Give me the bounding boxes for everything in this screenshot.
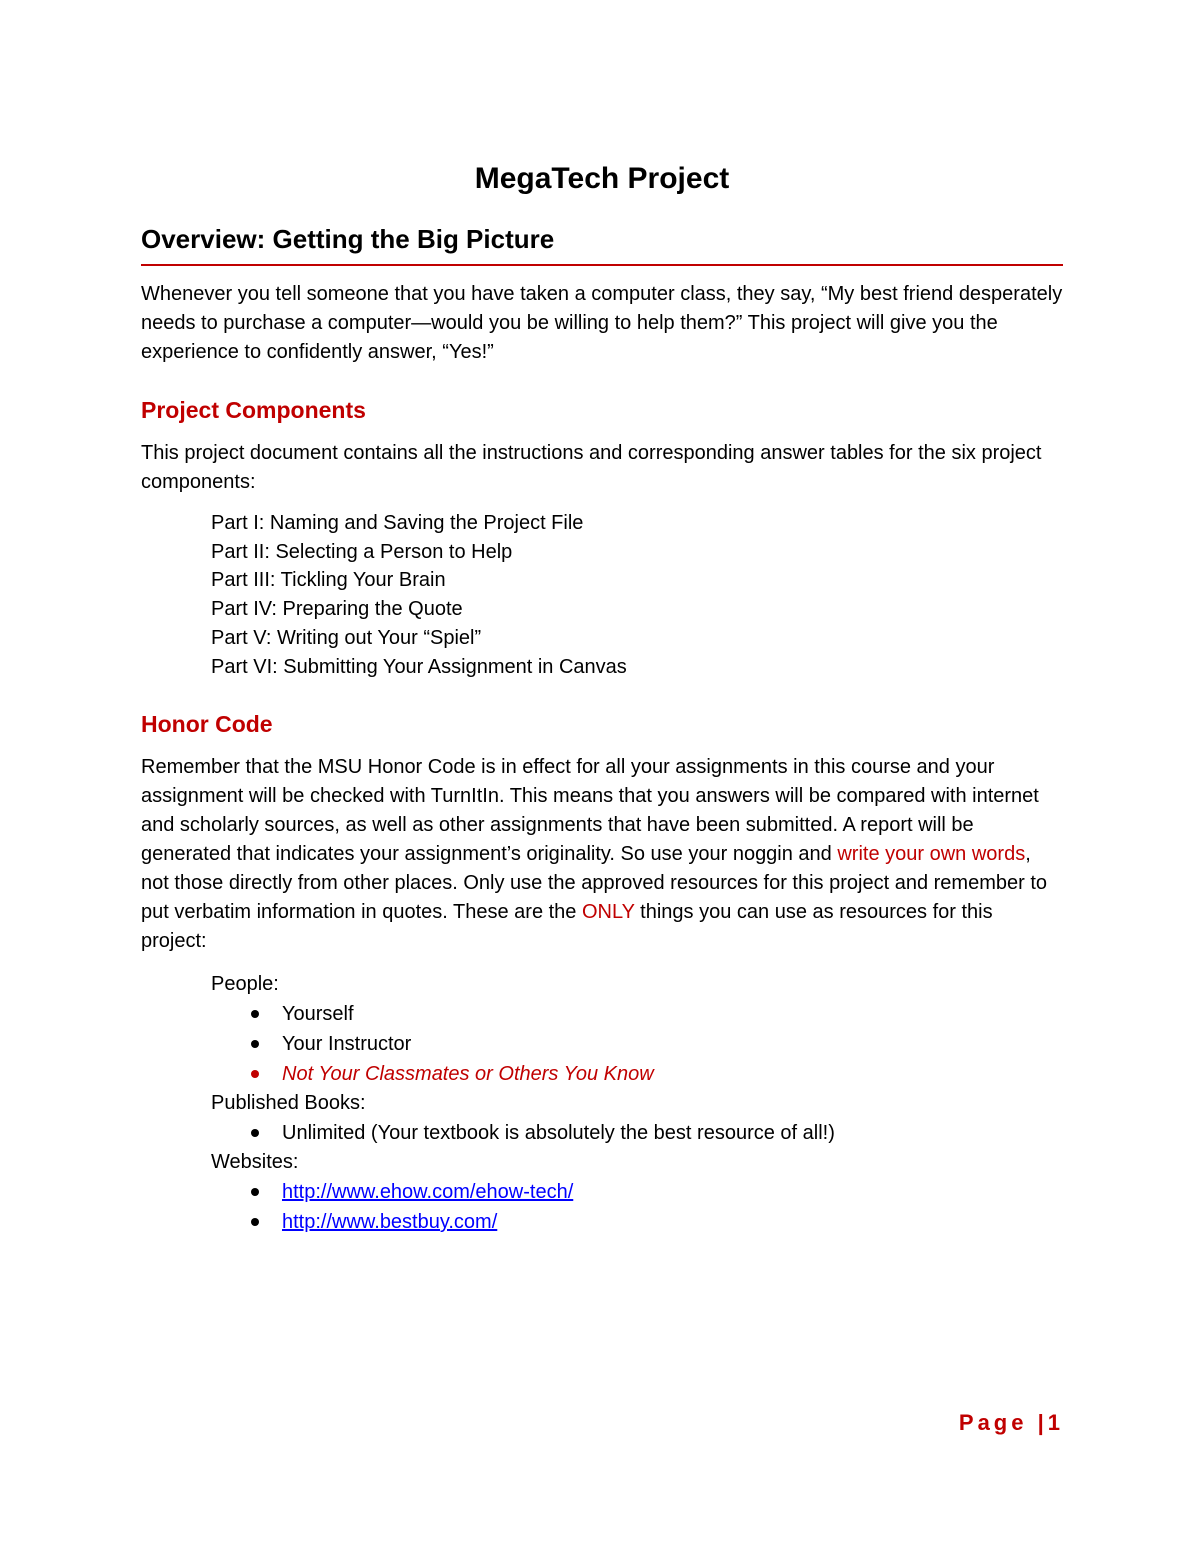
list-item: Part II: Selecting a Person to Help xyxy=(211,540,513,563)
list-item: Part I: Naming and Saving the Project File xyxy=(211,512,584,534)
honor-text-c: things you can use as resources for this project: xyxy=(141,901,993,953)
websites-label: Websites: xyxy=(211,1151,299,1174)
list-item-text: Your Instructor xyxy=(282,1033,412,1056)
list-item xyxy=(251,1177,1063,1207)
page-footer xyxy=(959,1410,1060,1436)
bestbuy-link[interactable]: http://www.bestbuy.com/ xyxy=(282,1211,498,1234)
bullet-icon xyxy=(251,1218,259,1226)
page-number: 1 xyxy=(1047,1410,1060,1435)
list-item: Part VI: Submitting Your Assignment in Canvas xyxy=(211,655,627,678)
books-list xyxy=(251,1118,1063,1148)
bullet-icon xyxy=(251,1129,259,1137)
overview-paragraph: Whenever you tell someone that you have taken a computer class, they say, “My best friend desperately needs to purchase a computer—would you be willing to help them?” This project will give you the experience to confidently answer, “Yes!” xyxy=(141,283,1063,363)
list-item: Part IV: Preparing the Quote xyxy=(211,598,463,621)
list-item xyxy=(251,1207,1063,1237)
list-item xyxy=(251,1029,1063,1059)
honor-text-a: Remember that the MSU Honor Code is in effect for all your assignments in this course and your assignment will be checked with TurnItIn. This means that you answers will be compared with internet and scholarly sources, as well as other assignments that have been submitted. A report will be generated that indicates your assignment’s originality. So use your noggin and xyxy=(141,756,1039,866)
list-item-text: Unlimited (Your textbook is absolutely the best resource of all!) xyxy=(282,1122,835,1145)
project-components-intro: This project document contains all the instructions and corresponding answer tables for the six project components: xyxy=(141,442,1042,493)
list-item-text: Not Your Classmates or Others You Know xyxy=(282,1063,654,1086)
emphasis-only: ONLY xyxy=(582,901,635,924)
page-label: Page | xyxy=(958,1410,1048,1435)
emphasis-own-words: write your own words xyxy=(837,843,1026,866)
bullet-icon xyxy=(251,1010,259,1018)
list-item-text: Yourself xyxy=(282,1003,354,1026)
ehow-link[interactable]: http://www.ehow.com/ehow-tech/ xyxy=(282,1181,574,1204)
bullet-icon xyxy=(251,1070,259,1078)
list-item xyxy=(251,1118,1063,1148)
page-content xyxy=(141,160,1063,1237)
list-item: Part III: Tickling Your Brain xyxy=(211,569,446,592)
list-item xyxy=(251,999,1063,1029)
document-title: MegaTech Project xyxy=(474,162,730,195)
published-books-label: Published Books: xyxy=(211,1092,366,1115)
people-list xyxy=(251,999,1063,1089)
bullet-icon xyxy=(251,1040,259,1048)
overview-heading: Overview: Getting the Big Picture xyxy=(141,222,1063,266)
people-label: People: xyxy=(211,973,279,996)
honor-code-paragraph xyxy=(141,753,1063,956)
project-parts-list xyxy=(211,509,1063,681)
list-item: Part V: Writing out Your “Spiel” xyxy=(211,626,482,649)
honor-text-b: , not those directly from other places. Only use the approved resources for this project and remember to put verbatim information in quotes. These are the xyxy=(141,843,1047,924)
list-item xyxy=(251,1059,1063,1089)
bullet-icon xyxy=(251,1188,259,1196)
websites-list xyxy=(251,1177,1063,1237)
honor-code-heading: Honor Code xyxy=(141,711,273,738)
project-components-heading: Project Components xyxy=(141,397,366,423)
